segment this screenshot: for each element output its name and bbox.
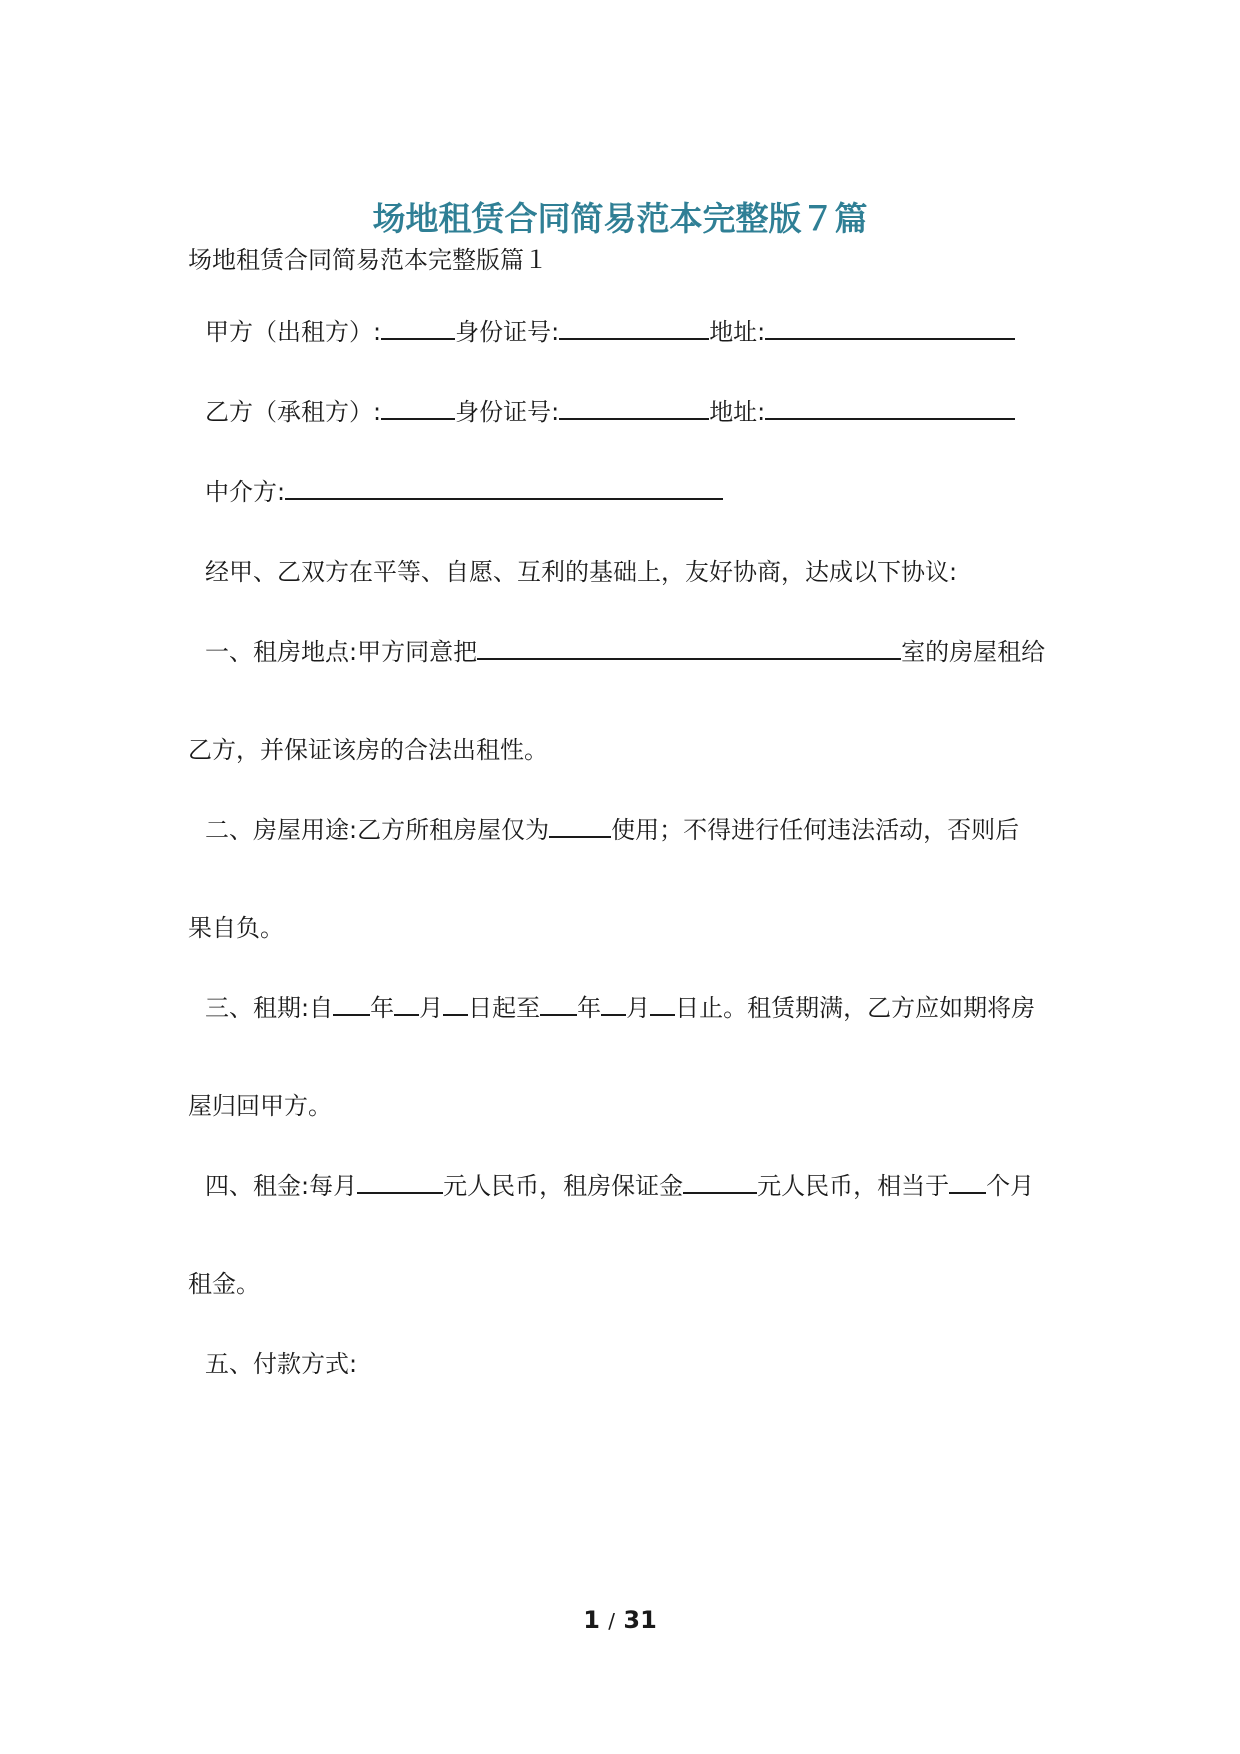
clause-5-line-1: 五、付款方式: bbox=[205, 1350, 358, 1378]
clause-2-blank bbox=[549, 812, 611, 838]
page-current: 1 bbox=[583, 1606, 600, 1634]
party-a-id-blank bbox=[559, 314, 709, 340]
agent-blank bbox=[285, 474, 723, 500]
party-a-addr-blank bbox=[765, 314, 1015, 340]
clause-1-blank bbox=[477, 634, 901, 660]
clause-4-blank-months bbox=[949, 1168, 986, 1194]
party-a-line bbox=[205, 314, 1015, 350]
clause-3-text-b: 年 bbox=[370, 994, 395, 1022]
clause-4-text-a: 四、租金:每月 bbox=[205, 1172, 358, 1200]
clause-1-line-2: 乙方，并保证该房的合法出租性。 bbox=[188, 736, 548, 764]
clause-4-text-d: 个月 bbox=[986, 1172, 1035, 1200]
clause-4-text-b: 元人民币，租房保证金 bbox=[443, 1172, 684, 1200]
clause-4-blank-deposit bbox=[683, 1168, 757, 1194]
section-subtitle: 场地租赁合同简易范本完整版篇１ bbox=[188, 246, 548, 274]
clause-1-text-b: 室的房屋租给 bbox=[901, 638, 1046, 666]
party-b-addr-blank bbox=[765, 394, 1015, 420]
party-b-addr-label: 地址: bbox=[709, 398, 766, 426]
page-number bbox=[0, 1602, 1240, 1639]
clause-3-text-d: 日起至 bbox=[468, 994, 541, 1022]
party-b-id-label: 身份证号: bbox=[455, 398, 560, 426]
page-separator: / bbox=[608, 1609, 616, 1633]
clause-4-text-c: 元人民币，相当于 bbox=[757, 1172, 950, 1200]
clause-3-line-2: 屋归回甲方。 bbox=[188, 1092, 332, 1120]
clause-3-blank-start-day bbox=[443, 990, 468, 1016]
agent-line bbox=[205, 474, 723, 510]
clause-3-blank-start-month bbox=[394, 990, 419, 1016]
clause-3-blank-end-month bbox=[601, 990, 626, 1016]
party-a-label: 甲方（出租方）: bbox=[205, 318, 382, 346]
clause-3-blank-end-day bbox=[650, 990, 675, 1016]
clause-2-line-1 bbox=[205, 812, 1019, 848]
clause-3-blank-end-year bbox=[540, 990, 577, 1016]
clause-4-line-2: 租金。 bbox=[188, 1270, 260, 1298]
document-title: 场地租赁合同简易范本完整版７篇 bbox=[372, 199, 868, 238]
clause-3-text-e: 年 bbox=[577, 994, 602, 1022]
party-a-id-label: 身份证号: bbox=[455, 318, 560, 346]
clause-3-blank-start-year bbox=[333, 990, 370, 1016]
party-b-label: 乙方（承租方）: bbox=[205, 398, 382, 426]
clause-4-blank-rent bbox=[357, 1168, 443, 1194]
clause-2-text-b: 使用；不得进行任何违法活动，否则后 bbox=[611, 816, 1020, 844]
clause-3-text-a: 三、租期:自 bbox=[205, 994, 334, 1022]
page-total: 31 bbox=[623, 1606, 657, 1634]
clause-3-text-g: 日止。租赁期满，乙方应如期将房 bbox=[675, 994, 1036, 1022]
clause-1-line-1 bbox=[205, 634, 1045, 670]
party-a-addr-label: 地址: bbox=[709, 318, 766, 346]
clause-2-line-2: 果自负。 bbox=[188, 914, 284, 942]
agent-label: 中介方: bbox=[205, 478, 286, 506]
clause-1-text-a: 一、租房地点:甲方同意把 bbox=[205, 638, 478, 666]
clause-4-line-1 bbox=[205, 1168, 1034, 1204]
party-b-name-blank bbox=[381, 394, 455, 420]
party-a-name-blank bbox=[381, 314, 455, 340]
clause-3-line-1 bbox=[205, 990, 1035, 1026]
clause-3-text-f: 月 bbox=[626, 994, 651, 1022]
party-b-line bbox=[205, 394, 1015, 430]
intro-paragraph: 经甲、乙双方在平等、自愿、互利的基础上，友好协商，达成以下协议: bbox=[205, 558, 958, 586]
clause-3-text-c: 月 bbox=[419, 994, 444, 1022]
party-b-id-blank bbox=[559, 394, 709, 420]
clause-2-text-a: 二、房屋用途:乙方所租房屋仅为 bbox=[205, 816, 550, 844]
